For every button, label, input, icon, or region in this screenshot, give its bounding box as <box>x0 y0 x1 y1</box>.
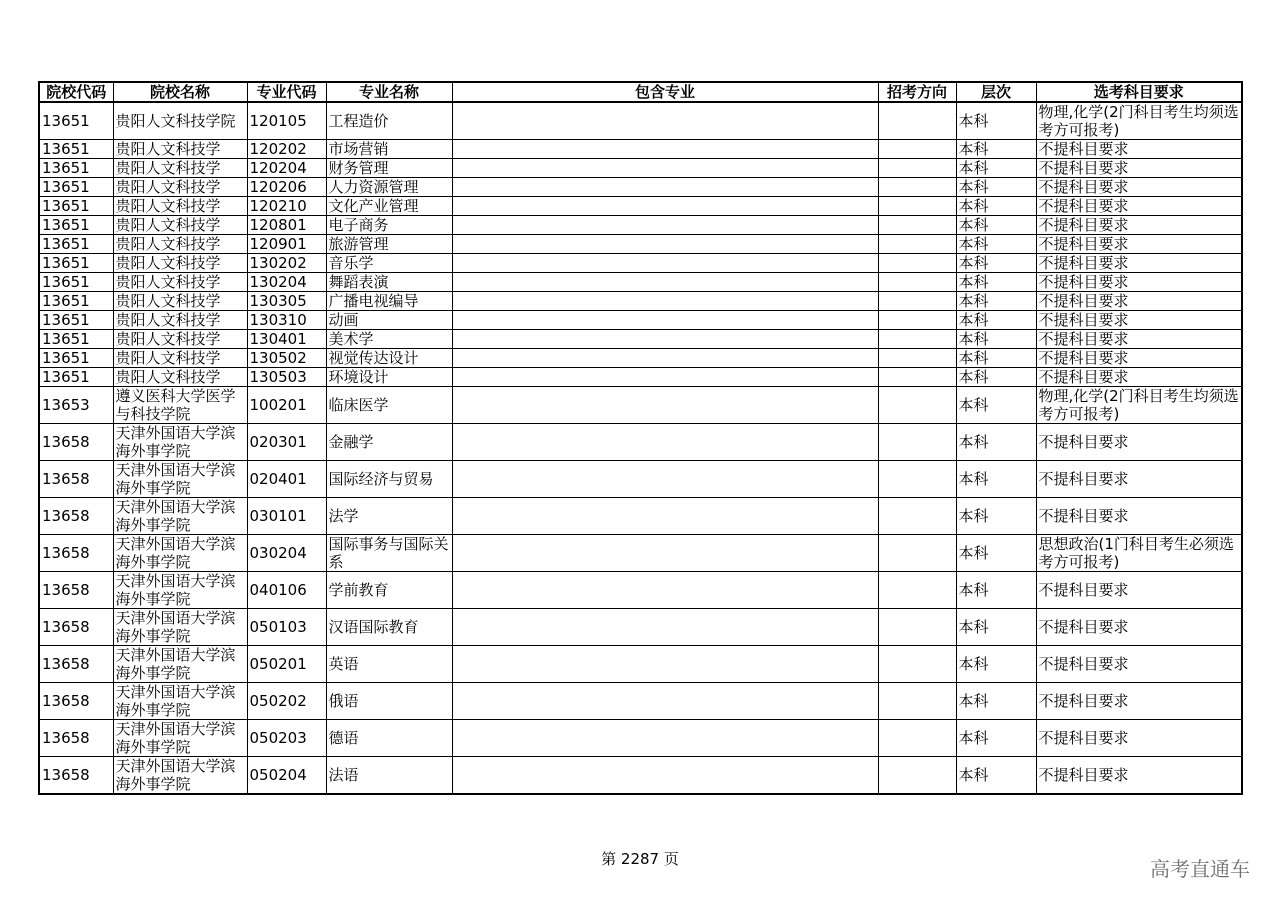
direction-cell <box>878 535 956 572</box>
major-code-cell: 050204 <box>247 757 326 795</box>
included-majors-cell <box>452 159 878 178</box>
school-name-cell: 贵阳人文科技学 <box>113 197 247 216</box>
table-row <box>39 235 1242 254</box>
school-name-cell: 贵阳人文科技学 <box>113 292 247 311</box>
subject-requirement-cell: 不提科目要求 <box>1036 273 1242 292</box>
level-cell: 本科 <box>956 349 1036 368</box>
table-row <box>39 757 1242 795</box>
school-name-cell: 天津外国语大学滨海外事学院 <box>113 461 247 498</box>
subject-requirement-cell: 不提科目要求 <box>1036 757 1242 795</box>
direction-cell <box>878 273 956 292</box>
school-code-cell: 13651 <box>39 330 113 349</box>
direction-cell <box>878 330 956 349</box>
subject-requirement-cell: 不提科目要求 <box>1036 609 1242 646</box>
direction-cell <box>878 102 956 140</box>
major-code-cell: 020301 <box>247 424 326 461</box>
table-row <box>39 424 1242 461</box>
major-name-cell: 法语 <box>326 757 452 795</box>
school-code-cell: 13651 <box>39 159 113 178</box>
subject-requirement-cell: 不提科目要求 <box>1036 311 1242 330</box>
school-name-cell: 天津外国语大学滨海外事学院 <box>113 535 247 572</box>
school-name-cell: 天津外国语大学滨海外事学院 <box>113 572 247 609</box>
level-cell: 本科 <box>956 273 1036 292</box>
major-name-cell: 德语 <box>326 720 452 757</box>
header-included-majors: 包含专业 <box>452 82 878 102</box>
major-name-cell: 英语 <box>326 646 452 683</box>
major-name-cell: 国际事务与国际关系 <box>326 535 452 572</box>
level-cell: 本科 <box>956 235 1036 254</box>
major-name-cell: 学前教育 <box>326 572 452 609</box>
major-code-cell: 120210 <box>247 197 326 216</box>
table-row <box>39 311 1242 330</box>
school-name-cell: 贵阳人文科技学院 <box>113 102 247 140</box>
included-majors-cell <box>452 368 878 387</box>
level-cell: 本科 <box>956 197 1036 216</box>
school-code-cell: 13658 <box>39 424 113 461</box>
school-code-cell: 13653 <box>39 387 113 424</box>
direction-cell <box>878 368 956 387</box>
table-row <box>39 140 1242 159</box>
included-majors-cell <box>452 102 878 140</box>
included-majors-cell <box>452 349 878 368</box>
major-code-cell: 130503 <box>247 368 326 387</box>
subject-requirement-cell: 不提科目要求 <box>1036 424 1242 461</box>
table-row <box>39 178 1242 197</box>
major-code-cell: 050202 <box>247 683 326 720</box>
subject-requirement-cell: 不提科目要求 <box>1036 461 1242 498</box>
header-direction: 招考方向 <box>878 82 956 102</box>
included-majors-cell <box>452 216 878 235</box>
subject-requirement-cell: 不提科目要求 <box>1036 159 1242 178</box>
table-row <box>39 609 1242 646</box>
table-row <box>39 368 1242 387</box>
major-code-cell: 130202 <box>247 254 326 273</box>
subject-requirement-cell: 不提科目要求 <box>1036 368 1242 387</box>
level-cell: 本科 <box>956 720 1036 757</box>
major-code-cell: 120202 <box>247 140 326 159</box>
major-name-cell: 广播电视编导 <box>326 292 452 311</box>
major-name-cell: 视觉传达设计 <box>326 349 452 368</box>
subject-requirement-cell: 不提科目要求 <box>1036 140 1242 159</box>
subject-requirement-cell: 不提科目要求 <box>1036 235 1242 254</box>
subject-requirement-cell: 不提科目要求 <box>1036 646 1242 683</box>
included-majors-cell <box>452 683 878 720</box>
school-name-cell: 遵义医科大学医学与科技学院 <box>113 387 247 424</box>
major-name-cell: 环境设计 <box>326 368 452 387</box>
table-row <box>39 387 1242 424</box>
school-code-cell: 13658 <box>39 609 113 646</box>
major-name-cell: 人力资源管理 <box>326 178 452 197</box>
subject-requirement-cell: 物理,化学(2门科目考生均须选考方可报考) <box>1036 102 1242 140</box>
subject-requirement-cell: 物理,化学(2门科目考生均须选考方可报考) <box>1036 387 1242 424</box>
school-code-cell: 13658 <box>39 498 113 535</box>
school-name-cell: 贵阳人文科技学 <box>113 254 247 273</box>
school-code-cell: 13651 <box>39 292 113 311</box>
school-code-cell: 13651 <box>39 368 113 387</box>
direction-cell <box>878 572 956 609</box>
major-name-cell: 工程造价 <box>326 102 452 140</box>
subject-requirement-cell: 不提科目要求 <box>1036 254 1242 273</box>
major-code-cell: 130305 <box>247 292 326 311</box>
level-cell: 本科 <box>956 757 1036 795</box>
major-code-cell: 120901 <box>247 235 326 254</box>
direction-cell <box>878 757 956 795</box>
subject-requirement-cell: 思想政治(1门科目考生必须选考方可报考) <box>1036 535 1242 572</box>
school-name-cell: 天津外国语大学滨海外事学院 <box>113 683 247 720</box>
included-majors-cell <box>452 254 878 273</box>
subject-requirement-cell: 不提科目要求 <box>1036 498 1242 535</box>
school-code-cell: 13658 <box>39 757 113 795</box>
direction-cell <box>878 609 956 646</box>
header-major-name: 专业名称 <box>326 82 452 102</box>
major-code-cell: 030101 <box>247 498 326 535</box>
table-row <box>39 683 1242 720</box>
major-name-cell: 法学 <box>326 498 452 535</box>
school-name-cell: 天津外国语大学滨海外事学院 <box>113 498 247 535</box>
major-code-cell: 130401 <box>247 330 326 349</box>
direction-cell <box>878 178 956 197</box>
major-code-cell: 100201 <box>247 387 326 424</box>
direction-cell <box>878 235 956 254</box>
included-majors-cell <box>452 178 878 197</box>
school-code-cell: 13651 <box>39 216 113 235</box>
school-code-cell: 13658 <box>39 535 113 572</box>
school-code-cell: 13651 <box>39 235 113 254</box>
direction-cell <box>878 424 956 461</box>
major-name-cell: 市场营销 <box>326 140 452 159</box>
level-cell: 本科 <box>956 683 1036 720</box>
level-cell: 本科 <box>956 368 1036 387</box>
level-cell: 本科 <box>956 311 1036 330</box>
major-code-cell: 120105 <box>247 102 326 140</box>
major-name-cell: 俄语 <box>326 683 452 720</box>
level-cell: 本科 <box>956 572 1036 609</box>
header-school-name: 院校名称 <box>113 82 247 102</box>
table-row <box>39 159 1242 178</box>
included-majors-cell <box>452 197 878 216</box>
table-row <box>39 572 1242 609</box>
school-name-cell: 贵阳人文科技学 <box>113 330 247 349</box>
table-row <box>39 349 1242 368</box>
included-majors-cell <box>452 273 878 292</box>
major-name-cell: 电子商务 <box>326 216 452 235</box>
table-row <box>39 216 1242 235</box>
major-code-cell: 050203 <box>247 720 326 757</box>
subject-requirement-cell: 不提科目要求 <box>1036 216 1242 235</box>
level-cell: 本科 <box>956 609 1036 646</box>
table-row <box>39 292 1242 311</box>
subject-requirement-cell: 不提科目要求 <box>1036 197 1242 216</box>
level-cell: 本科 <box>956 646 1036 683</box>
level-cell: 本科 <box>956 254 1036 273</box>
major-code-cell: 130310 <box>247 311 326 330</box>
header-row <box>39 82 1242 102</box>
table-row <box>39 461 1242 498</box>
school-name-cell: 贵阳人文科技学 <box>113 368 247 387</box>
major-name-cell: 美术学 <box>326 330 452 349</box>
school-name-cell: 贵阳人文科技学 <box>113 273 247 292</box>
major-name-cell: 旅游管理 <box>326 235 452 254</box>
page-number: 第 2287 页 <box>601 850 679 868</box>
table-row <box>39 646 1242 683</box>
direction-cell <box>878 197 956 216</box>
table-row <box>39 535 1242 572</box>
level-cell: 本科 <box>956 178 1036 197</box>
included-majors-cell <box>452 140 878 159</box>
school-code-cell: 13658 <box>39 646 113 683</box>
major-code-cell: 050201 <box>247 646 326 683</box>
school-code-cell: 13651 <box>39 140 113 159</box>
school-code-cell: 13651 <box>39 197 113 216</box>
included-majors-cell <box>452 387 878 424</box>
major-name-cell: 财务管理 <box>326 159 452 178</box>
school-name-cell: 天津外国语大学滨海外事学院 <box>113 720 247 757</box>
major-name-cell: 国际经济与贸易 <box>326 461 452 498</box>
school-name-cell: 贵阳人文科技学 <box>113 178 247 197</box>
school-name-cell: 天津外国语大学滨海外事学院 <box>113 609 247 646</box>
school-name-cell: 天津外国语大学滨海外事学院 <box>113 424 247 461</box>
direction-cell <box>878 498 956 535</box>
major-code-cell: 130502 <box>247 349 326 368</box>
major-code-cell: 050103 <box>247 609 326 646</box>
header-level: 层次 <box>956 82 1036 102</box>
direction-cell <box>878 254 956 273</box>
watermark-logo: 高考直通车 <box>1150 857 1250 881</box>
level-cell: 本科 <box>956 140 1036 159</box>
header-major-code: 专业代码 <box>247 82 326 102</box>
major-code-cell: 030204 <box>247 535 326 572</box>
direction-cell <box>878 646 956 683</box>
included-majors-cell <box>452 757 878 795</box>
subject-requirement-cell: 不提科目要求 <box>1036 683 1242 720</box>
table-row <box>39 498 1242 535</box>
table-row <box>39 330 1242 349</box>
level-cell: 本科 <box>956 387 1036 424</box>
table-row <box>39 273 1242 292</box>
major-name-cell: 文化产业管理 <box>326 197 452 216</box>
table-row <box>39 254 1242 273</box>
school-code-cell: 13651 <box>39 349 113 368</box>
major-name-cell: 金融学 <box>326 424 452 461</box>
school-name-cell: 贵阳人文科技学 <box>113 311 247 330</box>
major-code-cell: 130204 <box>247 273 326 292</box>
school-code-cell: 13651 <box>39 102 113 140</box>
table-row <box>39 102 1242 140</box>
major-name-cell: 动画 <box>326 311 452 330</box>
major-code-cell: 120204 <box>247 159 326 178</box>
school-name-cell: 天津外国语大学滨海外事学院 <box>113 646 247 683</box>
subject-requirement-cell: 不提科目要求 <box>1036 572 1242 609</box>
table-row <box>39 197 1242 216</box>
level-cell: 本科 <box>956 102 1036 140</box>
school-code-cell: 13651 <box>39 254 113 273</box>
school-code-cell: 13651 <box>39 273 113 292</box>
school-name-cell: 天津外国语大学滨海外事学院 <box>113 757 247 795</box>
included-majors-cell <box>452 609 878 646</box>
school-name-cell: 贵阳人文科技学 <box>113 159 247 178</box>
subject-requirement-cell: 不提科目要求 <box>1036 330 1242 349</box>
included-majors-cell <box>452 330 878 349</box>
major-code-cell: 040106 <box>247 572 326 609</box>
school-name-cell: 贵阳人文科技学 <box>113 216 247 235</box>
level-cell: 本科 <box>956 461 1036 498</box>
table-row <box>39 720 1242 757</box>
subject-requirement-cell: 不提科目要求 <box>1036 178 1242 197</box>
school-name-cell: 贵阳人文科技学 <box>113 140 247 159</box>
major-code-cell: 020401 <box>247 461 326 498</box>
header-subject-requirement: 选考科目要求 <box>1036 82 1242 102</box>
included-majors-cell <box>452 235 878 254</box>
direction-cell <box>878 216 956 235</box>
school-name-cell: 贵阳人文科技学 <box>113 349 247 368</box>
major-code-cell: 120801 <box>247 216 326 235</box>
major-name-cell: 临床医学 <box>326 387 452 424</box>
level-cell: 本科 <box>956 424 1036 461</box>
subject-requirement-cell: 不提科目要求 <box>1036 292 1242 311</box>
level-cell: 本科 <box>956 292 1036 311</box>
direction-cell <box>878 387 956 424</box>
direction-cell <box>878 311 956 330</box>
school-code-cell: 13658 <box>39 683 113 720</box>
level-cell: 本科 <box>956 216 1036 235</box>
school-code-cell: 13651 <box>39 178 113 197</box>
school-code-cell: 13651 <box>39 311 113 330</box>
major-name-cell: 汉语国际教育 <box>326 609 452 646</box>
included-majors-cell <box>452 292 878 311</box>
admissions-table <box>38 81 1243 795</box>
direction-cell <box>878 720 956 757</box>
level-cell: 本科 <box>956 159 1036 178</box>
subject-requirement-cell: 不提科目要求 <box>1036 349 1242 368</box>
direction-cell <box>878 349 956 368</box>
included-majors-cell <box>452 461 878 498</box>
header-school-code: 院校代码 <box>39 82 113 102</box>
included-majors-cell <box>452 535 878 572</box>
direction-cell <box>878 140 956 159</box>
included-majors-cell <box>452 720 878 757</box>
level-cell: 本科 <box>956 330 1036 349</box>
level-cell: 本科 <box>956 498 1036 535</box>
school-name-cell: 贵阳人文科技学 <box>113 235 247 254</box>
included-majors-cell <box>452 424 878 461</box>
subject-requirement-cell: 不提科目要求 <box>1036 720 1242 757</box>
included-majors-cell <box>452 572 878 609</box>
direction-cell <box>878 292 956 311</box>
school-code-cell: 13658 <box>39 461 113 498</box>
level-cell: 本科 <box>956 535 1036 572</box>
school-code-cell: 13658 <box>39 720 113 757</box>
included-majors-cell <box>452 311 878 330</box>
major-code-cell: 120206 <box>247 178 326 197</box>
included-majors-cell <box>452 498 878 535</box>
major-name-cell: 音乐学 <box>326 254 452 273</box>
direction-cell <box>878 683 956 720</box>
major-name-cell: 舞蹈表演 <box>326 273 452 292</box>
direction-cell <box>878 159 956 178</box>
direction-cell <box>878 461 956 498</box>
included-majors-cell <box>452 646 878 683</box>
school-code-cell: 13658 <box>39 572 113 609</box>
